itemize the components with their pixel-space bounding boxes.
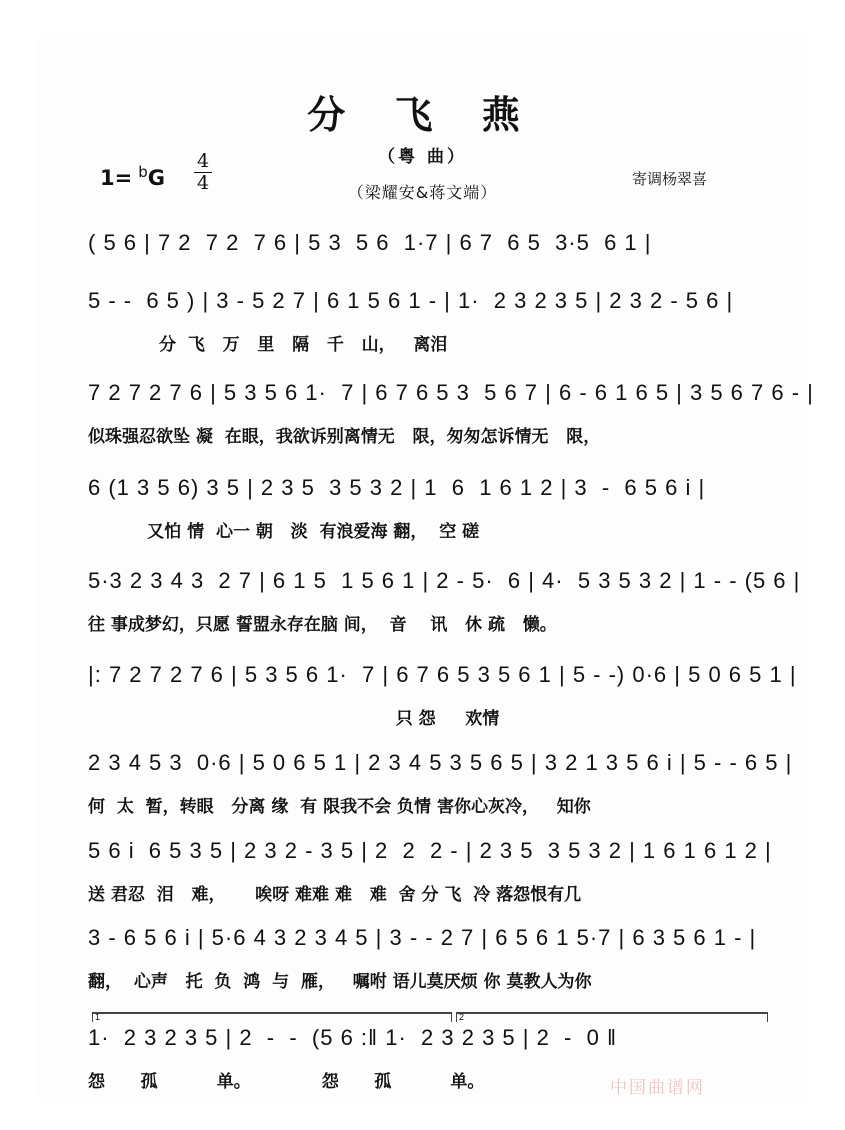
flat-sign: b xyxy=(138,163,148,181)
song-performers: （梁耀安&蒋文端） xyxy=(347,183,498,202)
song-genre: （粤 曲） xyxy=(378,147,467,167)
first-ending-bracket xyxy=(92,1012,452,1022)
lyrics-line: 又怕 情 心一 朝 淡 有浪爱海 翻， 空 磋 xyxy=(88,522,480,542)
lyrics-line: 分 飞 万 里 隔 千 山， 离泪 xyxy=(88,335,448,355)
song-title: 分 飞 燕 xyxy=(307,93,538,137)
notation-line: 6 (1 3 5 6) 3 5 | 2 3 5 3 5 3 2 | 1 6 1 6 1 2 | 3 - 6 5 6 i | xyxy=(88,475,706,500)
second-ending-bracket xyxy=(456,1012,768,1022)
notation-line: 3 - 6 5 6 i | 5·6 4 3 2 3 4 5 | 3 - - 2 7 | 6 5 6 1 5·7 | 6 3 5 6 1 - | xyxy=(88,925,757,950)
key-signature xyxy=(100,163,165,190)
notation-line: 7 2 7 2 7 6 | 5 3 5 6 1· 7 | 6 7 6 5 3 5 6 7 | 6 - 6 1 6 5 | 3 5 6 7 6 - | xyxy=(88,380,814,405)
key-prefix: 1= xyxy=(100,166,133,190)
notation-line: 5 6 i 6 5 3 5 | 2 3 2 - 3 5 | 2 2 2 - | 2 3 5 3 5 3 2 | 1 6 1 6 1 2 | xyxy=(88,838,772,863)
key-note: G xyxy=(147,166,165,190)
lyrics-line: 何 太 暂，转眼 分离 缘 有 限我不会 负情 害你心灰冷， 知你 xyxy=(88,797,591,817)
site-watermark: 中国曲谱网 xyxy=(610,1078,705,1098)
lyrics-line: 怨 孤 单。 怨 孤 单。 xyxy=(88,1072,485,1092)
lyrics-line: 送 君忍 泪 难， 唉呀 难难 难 难 舍 分 飞 冷 落怨恨有几 xyxy=(88,885,582,905)
first-ending-number: 1 xyxy=(95,1012,101,1022)
lyrics-line: 往 事成梦幻，只愿 誓盟永存在脑 间， 音 讯 休 疏 懒。 xyxy=(88,615,557,635)
notation-line: 2 3 4 5 3 0·6 | 5 0 6 5 1 | 2 3 4 5 3 5 6 5 | 3 2 1 3 5 6 i | 5 - - 6 5 | xyxy=(88,750,793,775)
notation-line: 5·3 2 3 4 3 2 7 | 6 1 5 1 5 6 1 | 2 - 5· 6 | 4· 5 3 5 3 2 | 1 - - (5 6 | xyxy=(88,568,801,593)
tune-reference: 寄调杨翠喜 xyxy=(632,170,708,188)
notation-line: 1· 2 3 2 3 5 | 2 - - (5 6 :‖ 1· 2 3 2 3 5 | 2 - 0 ‖ xyxy=(88,1025,618,1050)
notation-line: ( 5 6 | 7 2 7 2 7 6 | 5 3 5 6 1·7 | 6 7 6 5 3·5 6 1 | xyxy=(88,230,652,255)
notation-line: |: 7 2 7 2 7 6 | 5 3 5 6 1· 7 | 6 7 6 5 3 5 6 1 | 5 - -) 0·6 | 5 0 6 5 1 | xyxy=(88,662,797,687)
time-sig-top: 4 xyxy=(196,150,210,172)
lyrics-line: 翻， 心声 托 负 鸿 与 雁， 嘱咐 语儿莫厌烦 你 莫教人为你 xyxy=(88,972,592,992)
notation-line: 5 - - 6 5 ) | 3 - 5 2 7 | 6 1 5 6 1 - | 1· 2 3 2 3 5 | 2 3 2 - 5 6 | xyxy=(88,288,734,313)
lyrics-line: 似珠强忍欲坠 凝 在眼，我欲诉别离情无 限，匆匆怎诉情无 限， xyxy=(88,427,601,447)
second-ending-number: 2 xyxy=(459,1012,465,1022)
lyrics-line: 只 怨 欢情 xyxy=(88,709,500,729)
time-signature xyxy=(194,152,212,193)
time-sig-bottom: 4 xyxy=(196,172,210,194)
